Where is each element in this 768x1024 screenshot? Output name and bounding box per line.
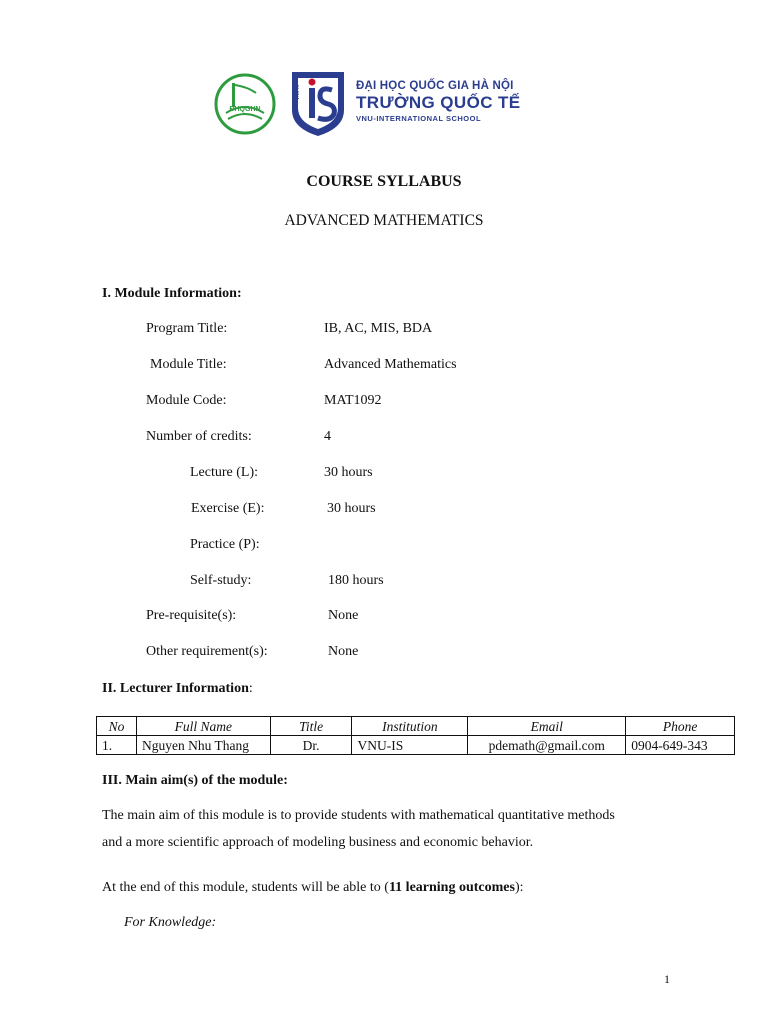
value-self-study: 180 hours: [328, 573, 384, 588]
table-row: [97, 736, 735, 755]
column-header-phone: Phone: [626, 717, 735, 736]
label-other-requirements: Other requirement(s):: [146, 644, 268, 659]
table-header-row: [97, 717, 735, 736]
value-program-title: IB, AC, MIS, BDA: [324, 321, 433, 336]
lecturer-heading-text: II. Lecturer Information: [102, 681, 249, 696]
label-self-study: Self-study:: [190, 573, 252, 588]
value-other-requirements: None: [328, 644, 359, 659]
value-lecture: 30 hours: [324, 465, 373, 480]
for-knowledge-label: For Knowledge:: [124, 915, 217, 930]
label-module-code: Module Code:: [146, 393, 227, 408]
section-main-aims-heading: III. Main aim(s) of the module:: [102, 773, 288, 788]
outcomes-sentence: [102, 880, 524, 896]
label-prerequisites: Pre-requisite(s):: [146, 608, 237, 623]
document-subtitle: ADVANCED MATHEMATICS: [284, 212, 484, 229]
document-title: COURSE SYLLABUS: [306, 173, 462, 190]
page-number: 1: [664, 972, 670, 986]
cell-institution: VNU-IS: [352, 736, 468, 755]
column-header-email: Email: [468, 717, 626, 736]
school-line1: ĐẠI HỌC QUỐC GIA HÀ NỘI: [356, 80, 514, 92]
cell-full-name: Nguyen Nhu Thang: [136, 736, 270, 755]
column-header-full-name: Full Name: [136, 717, 270, 736]
value-prerequisites: None: [328, 608, 359, 623]
cell-email: pdemath@gmail.com: [468, 736, 626, 755]
school-line3: VNU-INTERNATIONAL SCHOOL: [356, 114, 482, 123]
school-name-block: [356, 80, 521, 123]
label-module-title: Module Title:: [150, 357, 227, 372]
value-credits: 4: [324, 429, 331, 444]
label-exercise: Exercise (E):: [191, 501, 265, 516]
aims-paragraph-line1: The main aim of this module is to provide students with mathematical quantitative methods: [102, 808, 615, 823]
column-header-no: No: [97, 717, 137, 736]
value-exercise: 30 hours: [327, 501, 376, 516]
logo-left-text: ĐHQGHN: [229, 106, 261, 113]
label-credits: Number of credits:: [146, 429, 252, 444]
lecturer-table: [96, 716, 735, 755]
outcomes-count: 11 learning outcomes: [388, 880, 515, 895]
vnu-is-shield-icon: [290, 70, 346, 138]
section-lecturer-info-heading: [102, 681, 253, 697]
outcomes-post: ):: [514, 880, 524, 895]
label-lecture: Lecture (L):: [190, 465, 259, 480]
cell-title: Dr.: [270, 736, 352, 755]
vnu-logo-icon: [214, 71, 276, 137]
value-module-title: Advanced Mathematics: [324, 357, 457, 372]
cell-phone: 0904-649-343: [626, 736, 735, 755]
value-module-code: MAT1092: [324, 393, 382, 408]
school-line2: TRƯỜNG QUỐC TẾ: [356, 93, 521, 112]
shield-text: VNU-IS: [295, 84, 300, 100]
column-header-title: Title: [270, 717, 352, 736]
label-practice: Practice (P):: [190, 537, 260, 552]
aims-paragraph-line2: and a more scientific approach of modeling business and economic behavior.: [102, 835, 534, 850]
lecturer-heading-colon: :: [248, 681, 253, 696]
cell-no: 1.: [97, 736, 137, 755]
section-module-info-heading: I. Module Information:: [102, 286, 242, 301]
outcomes-pre: At the end of this module, students will be able to (: [102, 880, 389, 895]
column-header-institution: Institution: [352, 717, 468, 736]
label-program-title: Program Title:: [146, 321, 228, 336]
